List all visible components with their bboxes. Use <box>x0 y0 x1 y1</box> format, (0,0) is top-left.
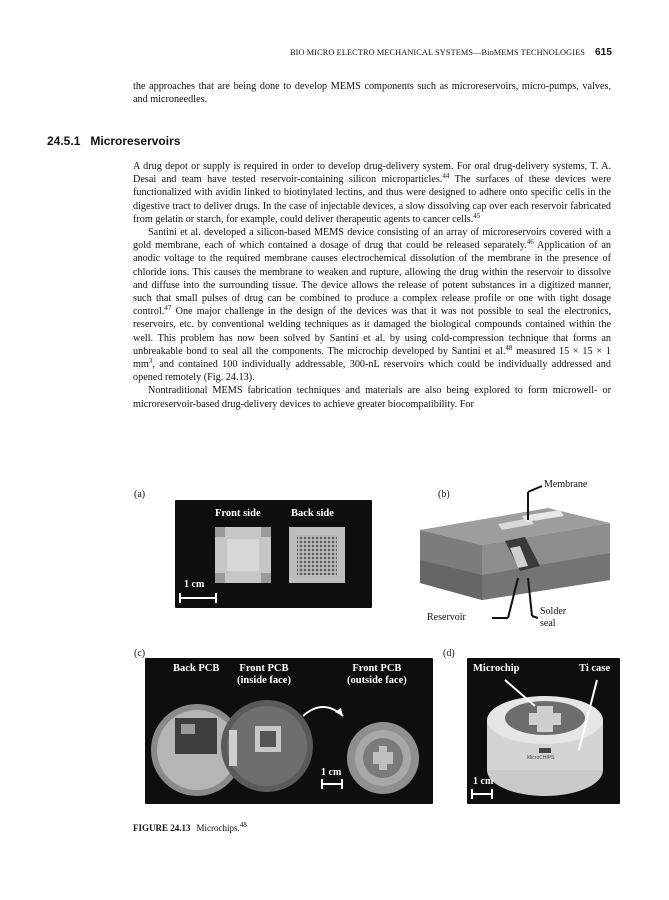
section-title: Microreservoirs <box>90 134 181 148</box>
ti-case-label: Ti case <box>579 663 611 674</box>
paragraph-2: Santini et al. developed a silicon-based MEMS device consisting of an array of microreservoirs covered with a gold membrane, each of which contained a dosage of drug that could be released separately.$^{46}$ Application of an anodic voltage to the required membrane causes electrochemical dissolution of the membrane in the presence of chloride ions. This causes the membrane to weaken and rupture, allowing the drug within the reservoir to dissolve and diffuse into the surrounding tissue. The device allows the release of potent substances in a digitized manner, such that small pulses of drug can be combined to produce a complex release profile or one with tight dosage control.$^{47}$ One major challenge in the design of the devices was that it was not possible to seal the electronics, reservoirs, etc. by conventional welding techniques as it damaged the biological compounds contained within the well. This problem has now been solved by Santini et al. by using cold-compression technique that forms an unbreakable bond to seal all the components. The microchip developed by Santini et al.$^{48}$ measured 15 × 15 × 1 $mm^3$, and contained 100 individually addressable, 300-nL reservoirs which could be individually addressed and opened remotely (Fig. 24.13). <box>133 227 611 384</box>
panel-b-diagram <box>410 478 620 628</box>
caption-reference: 48 <box>239 821 247 829</box>
figure-caption <box>133 823 247 833</box>
figure-number: FIGURE 24.13 <box>133 823 191 833</box>
paragraph-3: Nontraditional MEMS fabrication techniques and materials are also being explored to form microwell- or microreservoir-based drug-delivery devices to achieve greater biocompatibility. For <box>133 385 611 410</box>
panel-c-label: (c) <box>134 648 146 659</box>
solder-seal-label: Solder seal <box>540 606 567 629</box>
panel-a-label: (a) <box>134 489 146 500</box>
section-heading <box>47 134 180 148</box>
caption-text: Microchips. <box>196 823 240 833</box>
panel-c-devices <box>145 658 433 804</box>
panel-a-photo <box>175 500 372 608</box>
running-head-title: BIO MICRO ELECTRO MECHANICAL SYSTEMS—BioMEMS TECHNOLOGIES <box>290 48 585 57</box>
back-pcb-label: Back PCB <box>173 663 220 674</box>
panel-d-scale-label: 1 cm <box>473 776 494 787</box>
paragraph-1: A drug depot or supply is required in order to develop drug-delivery system. For oral drug-delivery systems, T. A. Desai and team have tested reservoir-containing silicon microparticles.$^{44}$ The surfaces of these devices were functionalized with avidin linked to biotinylated lectins, and thus were designed to adhere onto specific cells in the digestive tract to deliver drugs. In the case of injectable devices, a slow dissolving cap over each reservoir fabricated from gelatin or starch, for example, could deliver therapeutic agents to cancer cells.$^{45}$ <box>133 161 611 225</box>
front-side-label: Front side <box>215 508 261 519</box>
membrane-label: Membrane <box>544 479 588 490</box>
panel-d-label: (d) <box>443 648 455 659</box>
panel-c-photo <box>145 658 433 804</box>
front-pcb-outside-label: Front PCB (outside face) <box>347 663 407 686</box>
page-number: 615 <box>595 47 612 58</box>
running-head <box>180 47 612 58</box>
intro-paragraph: the approaches that are being done to develop MEMS components such as microreservoirs, micro-pumps, valves, and microneedles. <box>133 81 611 106</box>
reservoir-label: Reservoir <box>427 612 466 623</box>
panel-b-label: (b) <box>438 489 450 500</box>
body-text <box>133 160 611 411</box>
panel-c-scale-label: 1 cm <box>321 767 342 778</box>
microchips-logo: MicroCHIPS <box>527 755 555 761</box>
back-side-label: Back side <box>291 508 334 519</box>
panel-d-photo <box>467 658 620 804</box>
front-pcb-inside-label: Front PCB (inside face) <box>237 663 291 686</box>
panel-a-chips <box>175 500 372 608</box>
panel-a-scale-label: 1 cm <box>184 579 205 590</box>
section-number: 24.5.1 <box>47 134 81 148</box>
microchip-label: Microchip <box>473 663 520 674</box>
